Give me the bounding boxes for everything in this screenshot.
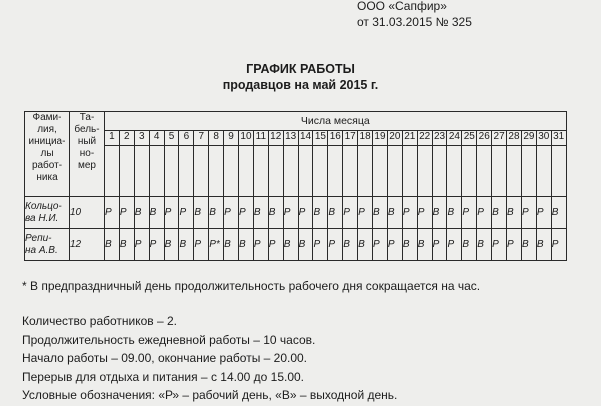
empty-cell [492,146,507,197]
schedule-day-cell: В [447,197,462,229]
schedule-day-cell: В [358,229,373,261]
schedule-day-cell: Р [402,197,417,229]
day-number-cell: 29 [521,131,536,146]
day-number-cell: 21 [402,131,417,146]
empty-cell [447,146,462,197]
schedule-day-cell: В [239,229,254,261]
employee-name-line: на А.В. [25,244,58,256]
order-reference: от 31.03.2015 № 325 [357,15,472,29]
empty-cell [402,146,417,197]
schedule-day-cell: В [134,197,149,229]
schedule-day-cell: В [477,229,492,261]
empty-cell [224,146,239,197]
day-number-cell: 10 [239,131,254,146]
employee-name-line: ва Н.И. [25,212,59,224]
empty-cell [536,146,551,197]
schedule-day-cell: Р [343,197,358,229]
schedule-day-cell: Р [134,229,149,261]
schedule-day-cell: Р [373,229,388,261]
info-line-work-duration: Продолжительность ежедневной работы – 10 часов. [22,332,316,347]
day-number-cell: 5 [164,131,179,146]
schedule-day-cell: Р [477,197,492,229]
schedule-day-cell: В [462,229,477,261]
employee-name-line: Репи- [25,232,52,244]
schedule-day-cell: В [105,229,120,261]
day-number-cell: 12 [268,131,283,146]
empty-cell [343,146,358,197]
document-header [357,0,472,30]
empty-cell [253,146,268,197]
day-numbers-row [25,131,567,146]
empty-cell [462,146,477,197]
empty-cell [149,146,164,197]
empty-cell [477,146,492,197]
header-tab-number: Та- бель- ный но- мер [70,112,105,197]
schedule-day-cell: В [387,197,402,229]
day-number-cell: 22 [417,131,432,146]
info-line-break: Перерыв для отдыха и питания – с 14.00 до 15.00. [22,369,305,384]
day-number-cell: 2 [119,131,134,146]
day-number-cell: 26 [477,131,492,146]
empty-cell [551,146,566,197]
footnote: * В предпраздничный день продолжительность рабочего дня сокращается на час. [22,279,481,293]
empty-cell [268,146,283,197]
schedule-day-cell: Р [253,229,268,261]
day-number-cell: 19 [373,131,388,146]
day-number-cell: 14 [298,131,313,146]
schedule-rows [25,197,567,261]
schedule-day-cell: В [179,229,194,261]
info-line-legend: Условные обозначения: «Р» – рабочий день, «В» – выходной день. [22,388,398,402]
schedule-day-cell: Р [149,229,164,261]
schedule-day-cell: В [194,197,209,229]
day-number-cell: 7 [194,131,209,146]
info-line-employee-count: Количество работников – 2. [22,314,178,328]
schedule-day-cell: В [253,197,268,229]
schedule-day-cell: Р [105,197,120,229]
schedule-day-cell: Р [462,197,477,229]
schedule-day-cell: В [417,229,432,261]
schedule-day-cell: В [313,197,328,229]
day-number-cell: 25 [462,131,477,146]
schedule-day-cell: В [432,197,447,229]
work-schedule-table [24,111,567,261]
day-number-cell: 4 [149,131,164,146]
document-title: ГРАФИК РАБОТЫ [246,62,355,76]
empty-cell [298,146,313,197]
day-number-cell: 11 [253,131,268,146]
schedule-day-cell: В [149,197,164,229]
day-number-cell: 24 [447,131,462,146]
schedule-day-cell: В [268,197,283,229]
schedule-day-cell: Р [387,229,402,261]
schedule-day-cell: Р [298,197,313,229]
schedule-day-cell: В [402,229,417,261]
empty-cell [521,146,536,197]
empty-cell [417,146,432,197]
empty-cell [387,146,402,197]
empty-cell [164,146,179,197]
document-subtitle: продавцов на май 2015 г. [222,78,379,92]
schedule-day-cell: Р [268,229,283,261]
empty-cell [119,146,134,197]
table-row [25,197,567,229]
empty-spacer-row [25,146,567,197]
schedule-day-cell: В [164,229,179,261]
schedule-day-cell: Р [164,197,179,229]
schedule-day-cell: Р [224,197,239,229]
schedule-day-cell: Р [239,197,254,229]
schedule-day-cell: В [492,197,507,229]
info-line-work-hours: Начало работы – 09.00, окончание работы – 20.00. [22,351,308,365]
schedule-day-cell: Р [313,229,328,261]
day-number-cell: 31 [551,131,566,146]
schedule-day-cell: Р [432,229,447,261]
schedule-day-cell: Р [179,197,194,229]
day-number-cell: 1 [105,131,120,146]
organization-name: ООО «Сапфир» [357,0,447,13]
empty-cell [358,146,373,197]
empty-cell [134,146,149,197]
empty-cell [194,146,209,197]
schedule-day-cell: Р [328,229,343,261]
schedule-day-cell: В [119,229,134,261]
day-number-cell: 16 [328,131,343,146]
schedule-day-cell: В [373,197,388,229]
schedule-day-cell: В [536,229,551,261]
header-employee-name: Фами- лия, инициа- лы работ- ника [25,112,70,197]
day-number-cell: 15 [313,131,328,146]
day-number-cell: 3 [134,131,149,146]
employee-name-line: Кольцо- [25,200,62,212]
schedule-day-cell: В [209,197,224,229]
schedule-day-cell: В [551,197,566,229]
schedule-day-cell: Р [358,197,373,229]
empty-cell [507,146,522,197]
schedule-day-cell: В [283,229,298,261]
schedule-day-cell: Р* [209,229,224,261]
day-number-cell: 28 [507,131,522,146]
day-number-cell: 13 [283,131,298,146]
day-number-cell: 8 [209,131,224,146]
schedule-day-cell: В [328,197,343,229]
empty-cell [239,146,254,197]
schedule-day-cell: Р [283,197,298,229]
day-number-cell: 30 [536,131,551,146]
schedule-day-cell: В [224,229,239,261]
schedule-day-cell: В [507,197,522,229]
table-row [25,229,567,261]
empty-cell [105,146,120,197]
schedule-day-cell: Р [507,229,522,261]
schedule-day-cell: Р [492,229,507,261]
tab-number-cell: 12 [70,229,105,261]
day-number-cell: 20 [387,131,402,146]
schedule-day-cell: Р [194,229,209,261]
day-number-cell: 23 [432,131,447,146]
schedule-day-cell: Р [119,197,134,229]
schedule-day-cell: В [343,229,358,261]
employee-name-cell [25,229,70,261]
day-number-cell: 27 [492,131,507,146]
schedule-day-cell: В [521,229,536,261]
empty-cell [283,146,298,197]
schedule-day-cell: Р [536,197,551,229]
schedule-day-cell: В [298,229,313,261]
header-days-of-month: Числа месяца [105,112,567,131]
tab-number-cell: 10 [70,197,105,229]
empty-cell [432,146,447,197]
employee-name-cell [25,197,70,229]
schedule-day-cell: Р [447,229,462,261]
empty-cell [373,146,388,197]
day-number-cell: 9 [224,131,239,146]
day-number-cell: 17 [343,131,358,146]
empty-cell [179,146,194,197]
empty-cell [209,146,224,197]
schedule-day-cell: Р [417,197,432,229]
empty-cell [328,146,343,197]
schedule-day-cell: Р [551,229,566,261]
empty-cell [313,146,328,197]
day-number-cell: 6 [179,131,194,146]
schedule-day-cell: Р [521,197,536,229]
schedule-info [22,313,397,406]
day-number-cell: 18 [358,131,373,146]
